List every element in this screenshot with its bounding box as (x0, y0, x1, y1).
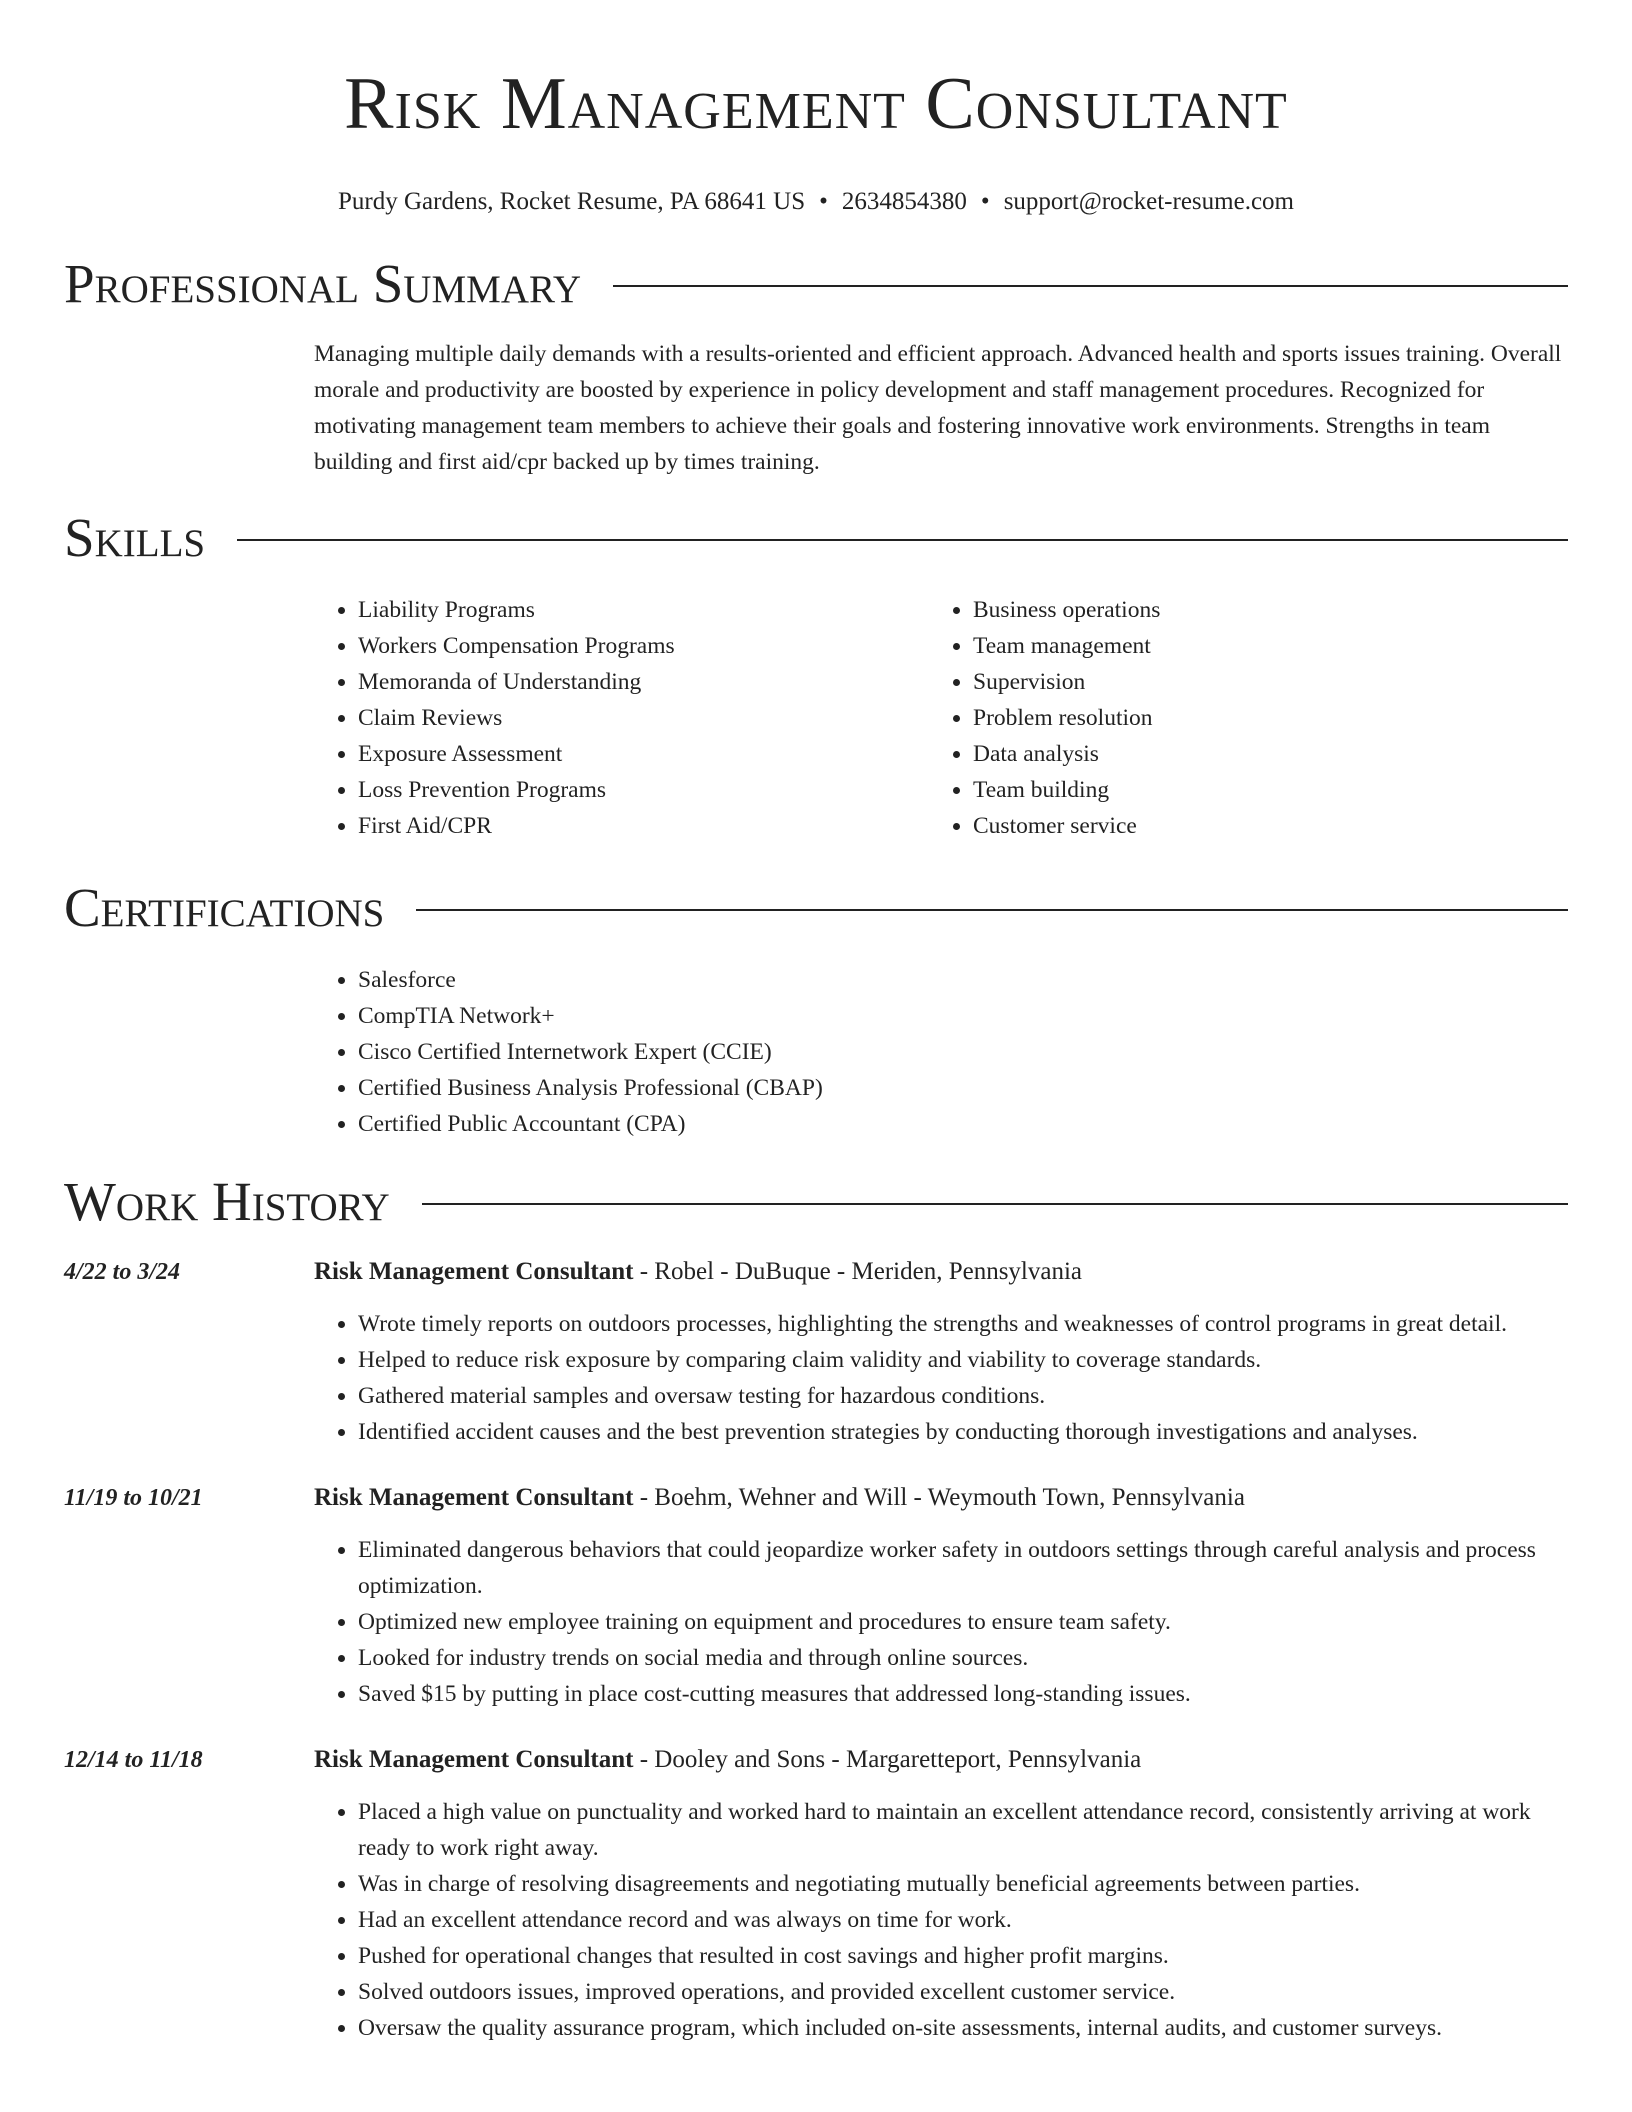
list-item: • Was in charge of resolving disagreements and negotiating mutually beneficial agreements between parties. (358, 1866, 1568, 1902)
work-history-section (64, 1170, 1568, 2046)
resume-header (64, 0, 1568, 218)
job-dates: 12/14 to 11/18 (64, 1747, 203, 1773)
job-dates: 11/19 to 10/21 (64, 1485, 203, 1511)
job-title: Risk Management Consultant (314, 1746, 634, 1773)
contact-phone: 2634854380 (841, 188, 967, 215)
summary-heading-row (64, 252, 1568, 316)
list-item: • Certified Business Analysis Professional (CBAP) (358, 1070, 1568, 1106)
contact-separator: • (819, 188, 828, 215)
list-item: • Eliminated dangerous behaviors that could jeopardize worker safety in outdoors settings through careful analysis and process optimization. (358, 1532, 1568, 1604)
skills-list-left (314, 592, 929, 844)
list-item: • Certified Public Accountant (CPA) (358, 1106, 1568, 1142)
contact-email: support@rocket-resume.com (1003, 188, 1294, 215)
list-item: • Salesforce (358, 962, 1568, 998)
list-item: • CompTIA Network+ (358, 998, 1568, 1034)
job-title-line (314, 1742, 1568, 1778)
summary-content (314, 336, 1568, 480)
job-entry (64, 1742, 1568, 2046)
certifications-content (314, 962, 1568, 1142)
job-title: Risk Management Consultant (314, 1484, 634, 1511)
list-item: • Identified accident causes and the best prevention strategies by conducting thorough investigations and analyses. (358, 1414, 1568, 1450)
list-item: • First Aid/CPR (358, 808, 929, 844)
job-bullets (314, 1532, 1568, 1712)
list-item: • Claim Reviews (358, 700, 929, 736)
list-item: • Placed a high value on punctuality and worked hard to maintain an excellent attendance record, consistently arriving at work ready to work right away. (358, 1794, 1568, 1866)
list-item: • Wrote timely reports on outdoors processes, highlighting the strengths and weaknesses of control programs in great detail. (358, 1306, 1568, 1342)
list-item: • Memoranda of Understanding (358, 664, 929, 700)
list-item: • Solved outdoors issues, improved operations, and provided excellent customer service. (358, 1974, 1568, 2010)
list-item: • Data analysis (973, 736, 1544, 772)
skills-heading: Skills (64, 507, 206, 568)
skills-column-left (314, 592, 929, 844)
job-bullets (314, 1306, 1568, 1450)
list-item: • Saved $15 by putting in place cost-cutting measures that addressed long-standing issues. (358, 1676, 1568, 1712)
skills-section (64, 506, 1568, 844)
certifications-section (64, 876, 1568, 1142)
list-item: • Supervision (973, 664, 1544, 700)
list-item: • Customer service (973, 808, 1544, 844)
summary-text: Managing multiple daily demands with a results-oriented and efficient approach. Advanced health and sports issues training. Overall morale and productivity are boosted by experience in policy development and staff management procedures. Recognized for motivating management team members to achieve their goals and fostering innovative work environments. Strengths in team building and first aid/cpr backed up by times training. (314, 341, 1562, 475)
list-item: • Had an excellent attendance record and was always on time for work. (358, 1902, 1568, 1938)
summary-section (64, 252, 1568, 480)
list-item: • Team management (973, 628, 1544, 664)
job-company: - Dooley and Sons - Margaretteport, Pennsylvania (633, 1746, 1142, 1773)
certifications-list (314, 962, 1568, 1142)
list-item: • Cisco Certified Internetwork Expert (CCIE) (358, 1034, 1568, 1070)
certifications-heading-row (64, 876, 1568, 940)
skills-grid (314, 592, 1568, 844)
summary-heading: Professional Summary (64, 253, 582, 314)
skills-column-right (929, 592, 1544, 844)
section-divider (416, 909, 1568, 911)
job-entry (64, 1254, 1568, 1450)
contact-address: Purdy Gardens, Rocket Resume, PA 68641 US (338, 188, 806, 215)
work-history-heading: Work History (64, 1171, 390, 1232)
list-item: • Problem resolution (973, 700, 1544, 736)
job-dates: 4/22 to 3/24 (64, 1259, 181, 1285)
list-item: • Team building (973, 772, 1544, 808)
section-divider (237, 539, 1568, 541)
list-item: • Looked for industry trends on social media and through online sources. (358, 1640, 1568, 1676)
job-body (314, 1742, 1568, 2046)
skills-heading-row (64, 506, 1568, 570)
list-item: • Helped to reduce risk exposure by comparing claim validity and viability to coverage standards. (358, 1342, 1568, 1378)
list-item: • Oversaw the quality assurance program, which included on-site assessments, internal audits, and customer surveys. (358, 2010, 1568, 2046)
skills-list-right (929, 592, 1544, 844)
resume-title: Risk Management Consultant (344, 63, 1288, 145)
work-history-heading-row (64, 1170, 1568, 1234)
list-item: • Gathered material samples and oversaw testing for hazardous conditions. (358, 1378, 1568, 1414)
list-item: • Business operations (973, 592, 1544, 628)
job-title: Risk Management Consultant (314, 1258, 634, 1285)
job-company: - Boehm, Wehner and Will - Weymouth Town, Pennsylvania (633, 1484, 1245, 1511)
job-body (314, 1480, 1568, 1712)
section-divider (613, 285, 1568, 287)
job-bullets (314, 1794, 1568, 2046)
job-company: - Robel - DuBuque - Meriden, Pennsylvania (633, 1258, 1083, 1285)
contact-line (64, 186, 1568, 218)
section-divider (422, 1203, 1568, 1205)
list-item: • Liability Programs (358, 592, 929, 628)
certifications-heading: Certifications (64, 877, 385, 938)
job-title-line (314, 1254, 1568, 1290)
job-title-line (314, 1480, 1568, 1516)
list-item: • Workers Compensation Programs (358, 628, 929, 664)
list-item: • Loss Prevention Programs (358, 772, 929, 808)
list-item: • Optimized new employee training on equipment and procedures to ensure team safety. (358, 1604, 1568, 1640)
list-item: • Exposure Assessment (358, 736, 929, 772)
job-body (314, 1254, 1568, 1450)
job-entry (64, 1480, 1568, 1712)
contact-separator: • (980, 188, 990, 215)
list-item: • Pushed for operational changes that resulted in cost savings and higher profit margins. (358, 1938, 1568, 1974)
